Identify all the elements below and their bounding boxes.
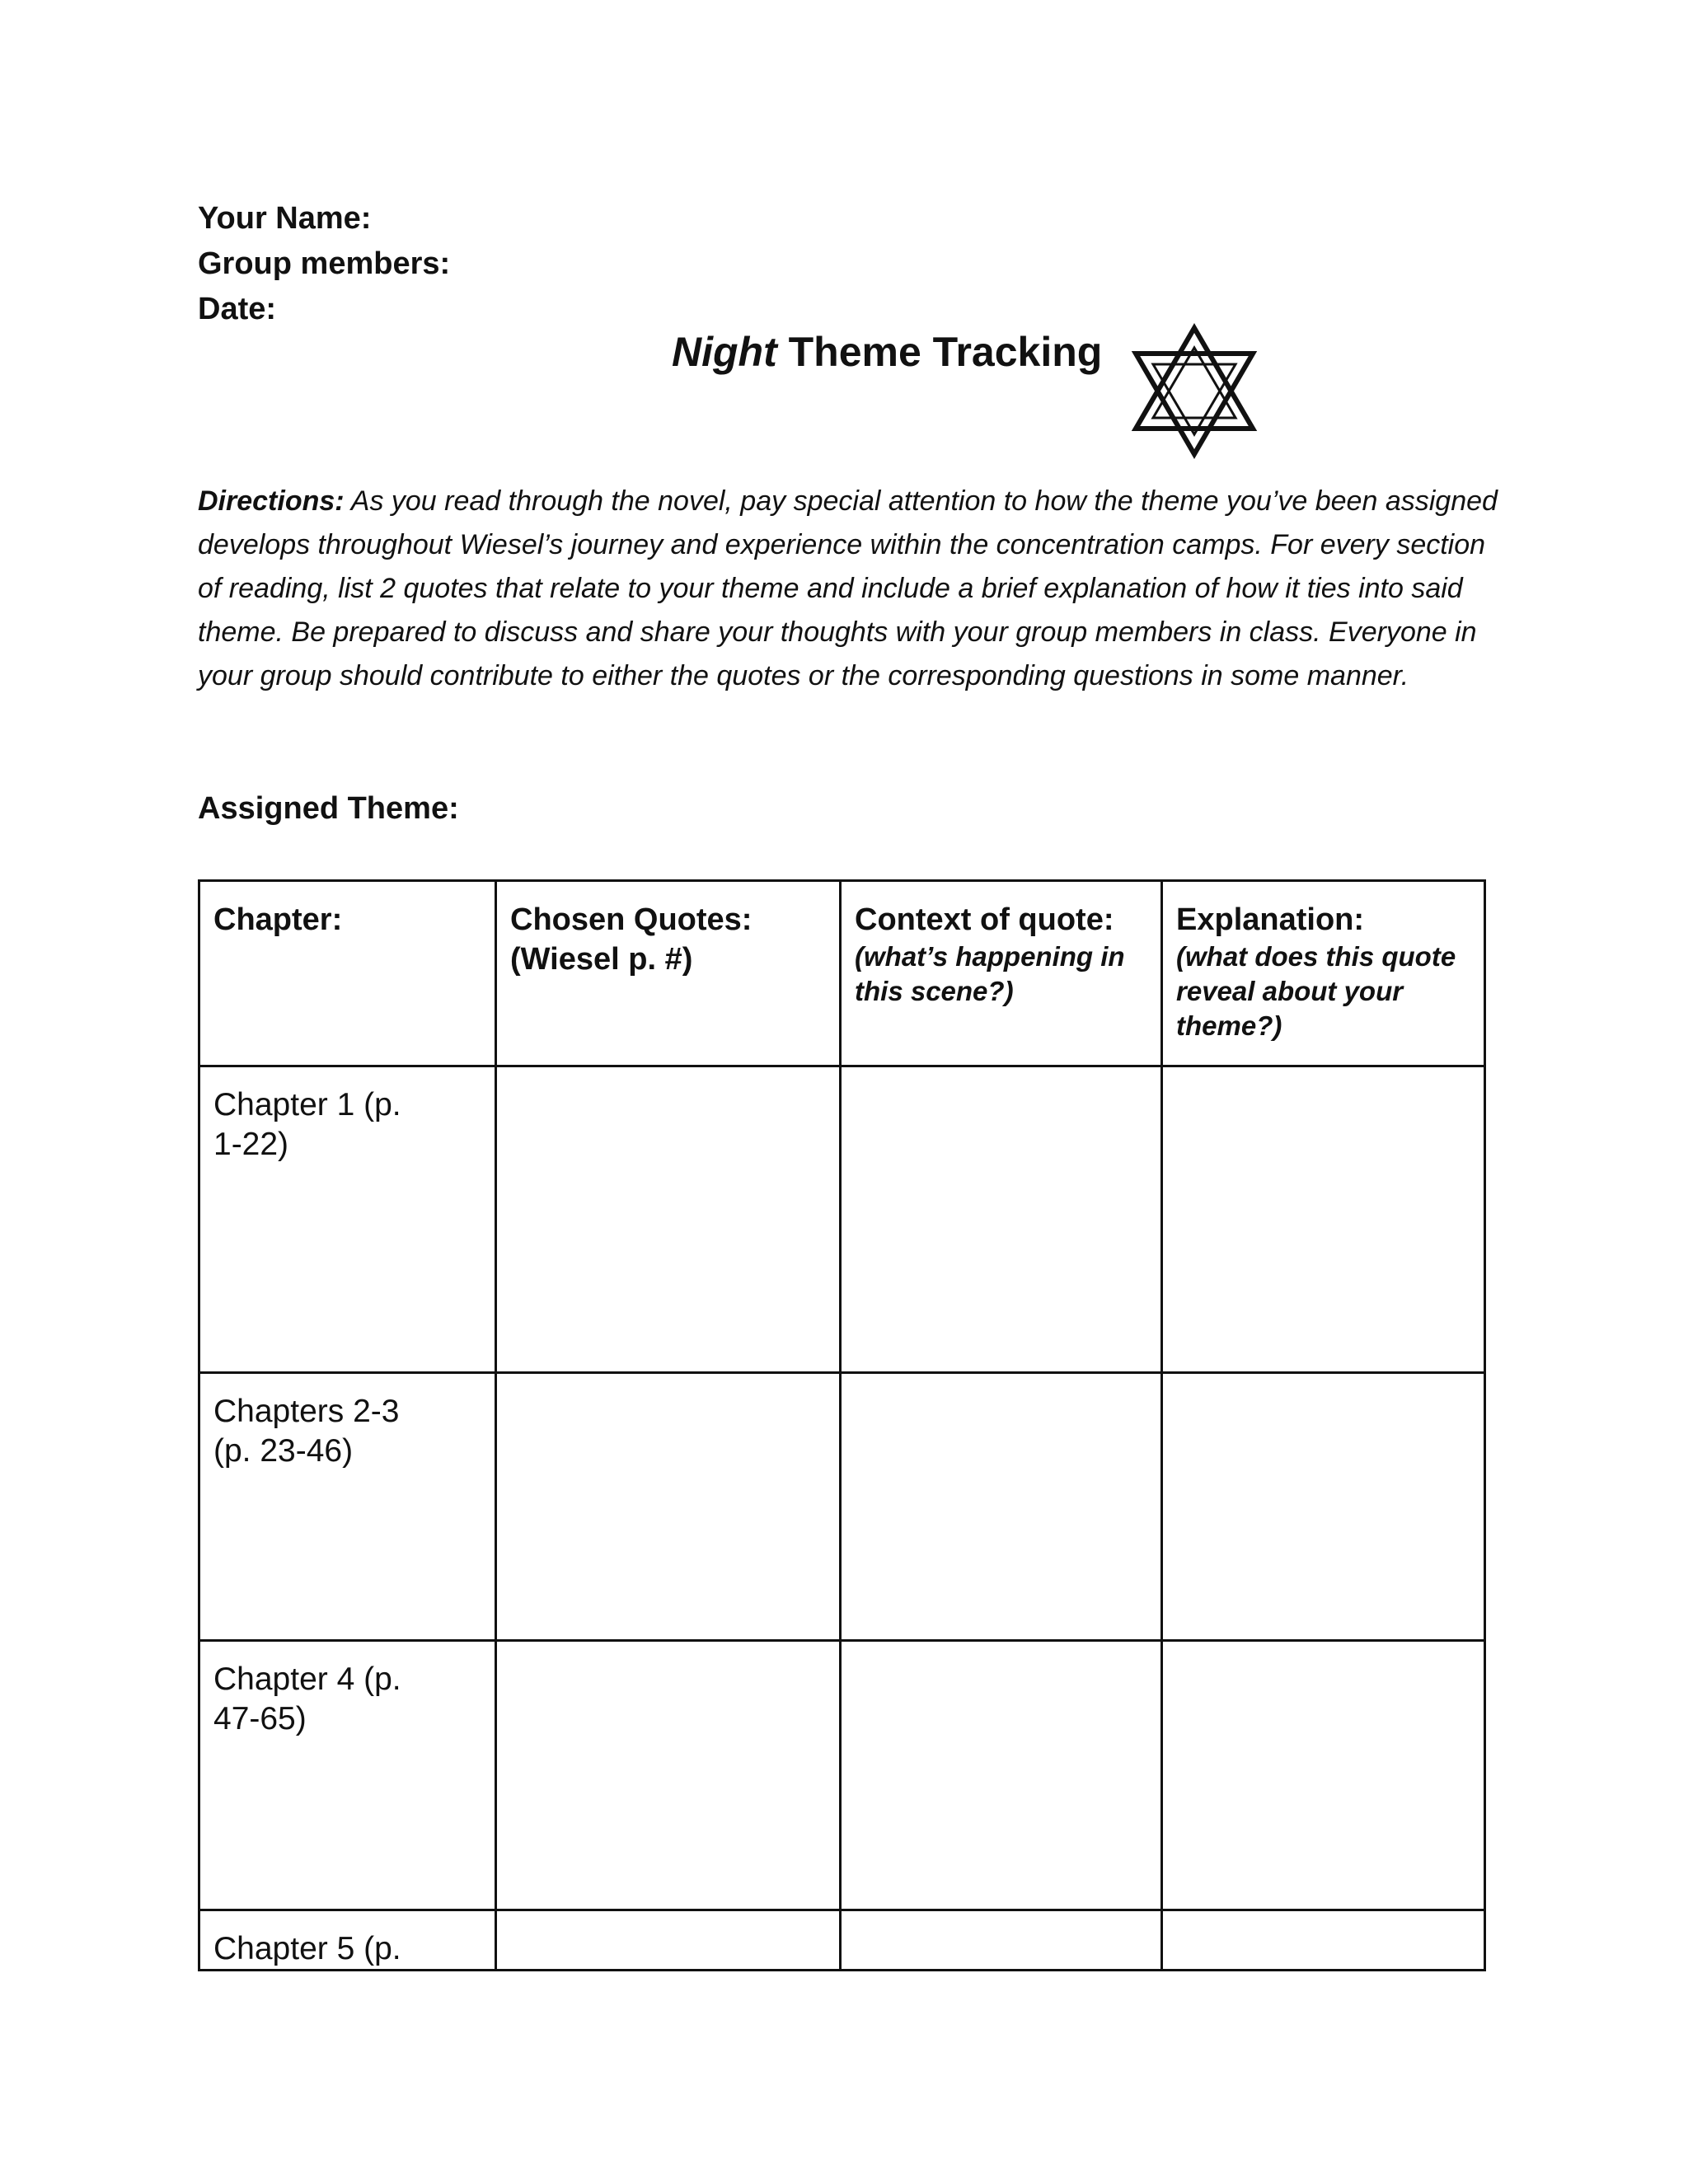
table-header-row	[199, 881, 1485, 1066]
table-row	[199, 1066, 1485, 1373]
header-context	[841, 881, 1162, 1066]
header-chapter	[199, 881, 496, 1066]
header-explanation-label: Explanation:	[1176, 902, 1365, 937]
directions-paragraph	[198, 480, 1500, 698]
header-explanation	[1162, 881, 1485, 1066]
quotes-cell[interactable]	[496, 1641, 841, 1910]
page-title	[672, 328, 1102, 376]
header-chapter-label: Chapter:	[213, 902, 343, 937]
explanation-cell[interactable]	[1162, 1910, 1485, 1971]
explanation-cell[interactable]	[1162, 1641, 1485, 1910]
star-of-david-icon	[1128, 323, 1261, 459]
explanation-cell[interactable]	[1162, 1373, 1485, 1641]
your-name-label: Your Name:	[198, 201, 372, 236]
directions-text: As you read through the novel, pay special attention to how the theme you’ve been assigned develops throughout Wiesel’s journey and experience within the concentration camps. For every section of reading, list 2 quotes that relate to your theme and include a brief explanation of how it ties into said theme. Be prepared to discuss and share your thoughts with your group members in class. Everyone in your group should contribute to either the quotes or the corresponding questions in some manner.	[198, 485, 1498, 691]
table-row	[199, 1373, 1485, 1641]
table-row	[199, 1910, 1485, 1971]
chapter-label: Chapters 2-3 (p. 23-46)	[213, 1394, 400, 1469]
context-cell[interactable]	[841, 1373, 1162, 1641]
chapter-cell	[199, 1066, 496, 1373]
chapter-label: Chapter 5 (p.	[213, 1931, 401, 1966]
context-cell[interactable]	[841, 1066, 1162, 1373]
header-context-sub: (what’s happening in this scene?)	[855, 941, 1125, 1006]
chapter-cell	[199, 1641, 496, 1910]
theme-tracking-table	[198, 879, 1486, 1971]
date-label: Date:	[198, 292, 277, 326]
chapter-cell	[199, 1373, 496, 1641]
context-cell[interactable]	[841, 1641, 1162, 1910]
title-italic: Night	[672, 329, 777, 375]
title-rest: Theme Tracking	[776, 329, 1103, 375]
header-chosen-quotes-label: Chosen Quotes: (Wiesel p. #)	[510, 902, 753, 977]
assigned-theme-label: Assigned Theme:	[198, 791, 459, 826]
chapter-label: Chapter 4 (p. 47-65)	[213, 1661, 401, 1736]
header-fields	[198, 196, 450, 332]
header-context-label: Context of quote:	[855, 902, 1114, 937]
chapter-label: Chapter 1 (p. 1-22)	[213, 1087, 401, 1162]
quotes-cell[interactable]	[496, 1910, 841, 1971]
directions-lead: Directions:	[198, 485, 345, 517]
explanation-cell[interactable]	[1162, 1066, 1485, 1373]
group-members-label: Group members:	[198, 246, 451, 281]
quotes-cell[interactable]	[496, 1066, 841, 1373]
quotes-cell[interactable]	[496, 1373, 841, 1641]
header-explanation-sub: (what does this quote reveal about your theme?)	[1176, 941, 1456, 1041]
table-row	[199, 1641, 1485, 1910]
chapter-cell	[199, 1910, 496, 1971]
header-chosen-quotes	[496, 881, 841, 1066]
context-cell[interactable]	[841, 1910, 1162, 1971]
title-area	[0, 328, 1688, 394]
